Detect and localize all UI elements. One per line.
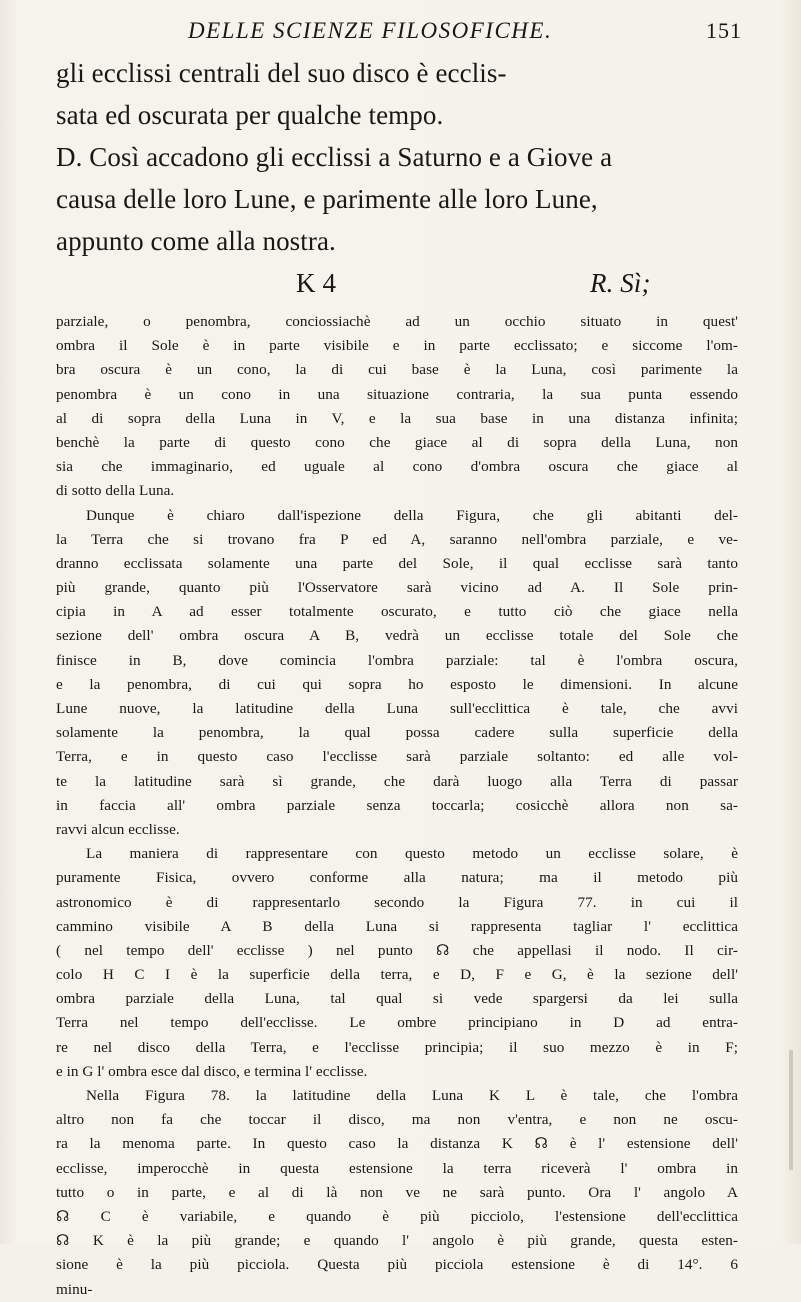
main-text-line: gli ecclissi centrali del suo disco è ecclis- [56,58,507,88]
footnote-line: ecclisse, imperocchè in questa estensione la terra riceverà l' ombra in [56,1159,738,1177]
footnote-line: La maniera di rappresentare con questo metodo un ecclisse solare, è [86,845,738,863]
footnote [56,310,738,1302]
footnote-line: penombra è un cono in una situazione contraria, la sua punta essendo [56,385,738,403]
signature-mark: K 4 [296,268,337,298]
main-text-line: D. Così accadono gli ecclissi a Saturno e a Giove a [56,142,613,172]
footnote-line: parziale, o penombra, conciossiachè ad un occhio situato in quest' [56,313,738,330]
page-header [0,10,801,50]
footnote-line: ☊ K è la più grande; e quando l' angolo è più grande, questa esten- [56,1232,738,1250]
footnote-line: ra la menoma parte. In questo caso la distanza K ☊ è l' estensione dell' [56,1135,738,1153]
footnote-line: tutto o in parte, e al di là non ve ne sarà punto. Ora l' angolo A [56,1183,738,1201]
footnote-line: finisce in B, dove comincia l'ombra parziale: tal è l'ombra oscura, [56,651,738,669]
main-text-line: appunto come alla nostra. [56,226,336,256]
main-text [56,52,736,304]
footnote-line: astronomico è di rappresentarlo secondo la Figura 77. in cui il [56,893,738,911]
main-text-line: causa delle loro Lune, e parimente alle loro Lune, [56,184,598,214]
footnote-line: sia che immaginario, ed uguale al cono d'ombra oscura che giace al [56,458,738,476]
signature-line [56,262,736,304]
footnote-line: ombra parziale della Luna, tal qual si vede spargersi da lei sulla [56,990,738,1008]
footnote-line: più grande, quanto più l'Osservatore sarà vicino ad A. Il Sole prin- [56,579,738,597]
footnote-line: Nella Figura 78. la latitudine della Luna K L è tale, che l'ombra [86,1087,738,1104]
footnote-line: cammino visibile A B della Luna si rappresenta tagliar l' ecclittica [56,917,738,935]
footnote-line: Dunque è chiaro dall'ispezione della Figura, che gli abitanti del- [86,506,738,524]
footnote-line: altro non fa che toccar il disco, ma non v'entra, e non ne oscu- [56,1111,738,1129]
footnote-line: Lune nuove, la latitudine della Luna sull'ecclittica è tale, che avvi [56,700,738,717]
footnote-line: cipia in A ad esser totalmente oscurato, e tutto ciò che giace nella [56,603,738,621]
footnote-line: re nel disco della Terra, e l'ecclisse principia; il suo mezzo è in F; [56,1038,738,1056]
footnote-line: bra oscura è un cono, la di cui base è la Luna, così parimente la [56,361,738,379]
footnote-line: la Terra che si trovano fra P ed A, saranno nell'ombra parziale, e ve- [56,530,738,548]
footnote-line: dranno ecclissata solamente una parte del Sole, il qual ecclisse sarà tanto [56,554,738,572]
footnote-line: puramente Fisica, ovvero conforme alla natura; ma il metodo più [56,869,738,887]
footnote-line: al di sopra della Luna in V, e la sua base in una distanza infinita; [56,409,738,427]
footnote-line: solamente la penombra, la qual possa cadere sulla superficie della [56,724,738,742]
footnote-line: e in G l' ombra esce dal disco, e termina l' ecclisse. [56,1062,368,1080]
footnote-line: ombra il Sole è in parte visibile e in parte ecclissato; e siccome l'om- [56,337,738,355]
footnote-line: benchè la parte di questo cono che giace al di sopra della Luna, non [56,433,738,451]
catchword: R. Sì; [590,268,651,298]
footnote-line: colo H C I è la superficie della terra, e D, F e G, è la sezione dell' [56,966,738,984]
footnote-line: sezione dell' ombra oscura A B, vedrà un ecclisse totale del Sole che [56,627,738,645]
footnote-line: in faccia all' ombra parziale senza toccarla; cosicchè allora non sa- [56,796,738,814]
footnote-line: ☊ C è variabile, e quando è più picciolo, l'estensione dell'ecclittica [56,1207,738,1225]
footnote-line: e la penombra, di cui qui sopra ho esposto le dimensioni. In alcune [56,675,738,693]
footnote-line: minu- [56,1280,93,1298]
main-text-line: sata ed oscurata per qualche tempo. [56,100,444,130]
footnote-line: te la latitudine sarà sì grande, che darà luogo alla Terra di passar [56,772,738,790]
footnote-line: Terra, e in questo caso l'ecclisse sarà parziale soltanto: ed alle vol- [56,748,738,766]
footnote-line: Terra nel tempo dell'ecclisse. Le ombre principiano in D ad entra- [56,1014,738,1032]
running-head: DELLE SCIENZE FILOSOFICHE. [188,18,553,43]
page-edge-shadow [789,1050,793,1170]
page-number: 151 [706,18,742,43]
footnote-line: di sotto della Luna. [56,482,175,500]
footnote-line: ( nel tempo dell' ecclisse ) nel punto ☊ che appellasi il nodo. Il cir- [56,941,738,959]
footnote-line: ravvi alcun ecclisse. [56,820,180,838]
footnote-line: sione è la più picciola. Questa più picciola estensione è di 14°. 6 [56,1256,738,1274]
